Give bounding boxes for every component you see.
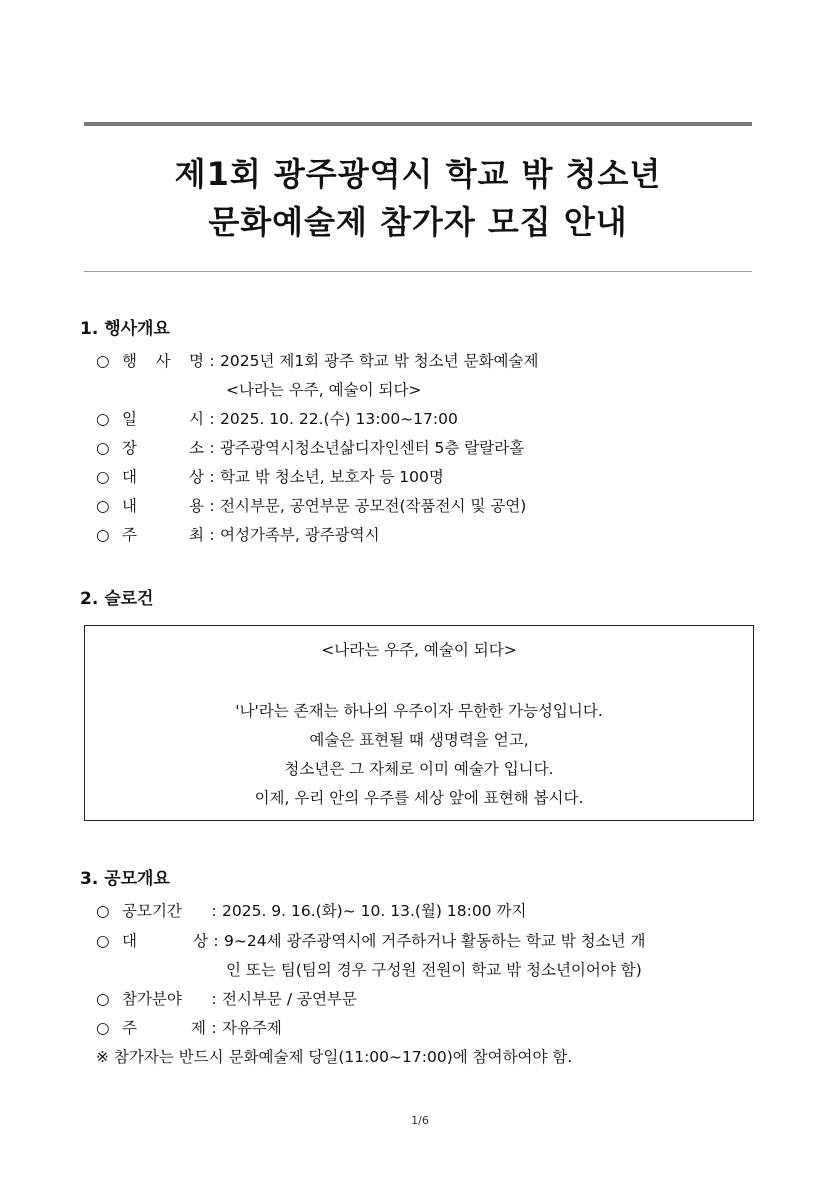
row-value: 2025. 9. 16.(화)~ 10. 13.(월) 18:00 까지: [222, 902, 527, 920]
row-value: 9~24세 광주광역시에 거주하거나 활동하는 학교 밖 청소년 개: [224, 932, 646, 950]
circle-bullet-icon: ○: [96, 439, 110, 457]
row-separator: :: [211, 990, 217, 1008]
circle-bullet-icon: ○: [96, 990, 110, 1008]
row-value: 2025년 제1회 광주 학교 밖 청소년 문화예술제: [220, 352, 539, 370]
title-divider: [84, 271, 752, 272]
content-row: [96, 494, 776, 518]
circle-bullet-icon: ○: [96, 352, 110, 370]
slogan-line-4: 이제, 우리 안의 우주를 세상 앞에 표현해 봅시다.: [254, 789, 584, 807]
row-label: 내 용: [122, 497, 204, 515]
section-2-heading: 2. 슬로건: [80, 589, 154, 609]
circle-bullet-icon: ○: [96, 410, 110, 428]
venue-row: [96, 436, 776, 460]
row-value: 전시부문, 공연부문 공모전(작품전시 및 공연): [220, 497, 527, 515]
row-value: 전시부문 / 공연부문: [222, 990, 357, 1008]
row-separator: :: [209, 468, 215, 486]
theme-row: [96, 1016, 776, 1040]
page-number: 1/6: [411, 1114, 429, 1127]
target-row: [96, 465, 776, 489]
row-label: 주 제: [122, 1019, 206, 1037]
participation-note: ※ 참가자는 반드시 문화예술제 당일(11:00~17:00)에 참여하여야 함.: [96, 1048, 573, 1066]
circle-bullet-icon: ○: [96, 1019, 110, 1037]
row-separator: :: [211, 1019, 217, 1037]
circle-bullet-icon: ○: [96, 526, 110, 544]
eligibility-row: [96, 929, 776, 953]
row-value: 자유주제: [222, 1019, 282, 1037]
circle-bullet-icon: ○: [96, 902, 110, 920]
circle-bullet-icon: ○: [96, 497, 110, 515]
host-row: [96, 523, 776, 547]
slogan-line-1: '나'라는 존재는 하나의 우주이자 무한한 가능성입니다.: [235, 702, 603, 720]
row-separator: :: [209, 497, 215, 515]
row-separator: :: [209, 439, 215, 457]
slogan-title: <나라는 우주, 예술이 되다>: [321, 641, 517, 659]
top-rule: [84, 122, 752, 126]
slogan-line-2: 예술은 표현될 때 생명력을 얻고,: [309, 731, 529, 749]
date-row: [96, 407, 776, 431]
section-3-heading: 3. 공모개요: [80, 869, 170, 889]
period-row: [96, 899, 776, 923]
eligibility-continuation: 인 또는 팀(팀의 경우 구성원 전원이 학교 밖 청소년이어야 함): [226, 961, 642, 979]
row-value: 여성가족부, 광주광역시: [220, 526, 380, 544]
row-separator: :: [209, 410, 215, 428]
row-value: 2025. 10. 22.(수) 13:00~17:00: [220, 410, 458, 428]
row-label: 장 소: [122, 439, 204, 457]
category-row: [96, 987, 776, 1011]
section-1-heading: 1. 행사개요: [80, 319, 170, 339]
row-separator: :: [211, 902, 217, 920]
row-label: 참가분야: [122, 990, 182, 1008]
row-label: 행 사 명: [122, 352, 204, 370]
row-value: 광주광역시청소년삶디자인센터 5층 랄랄라홀: [220, 439, 525, 457]
circle-bullet-icon: ○: [96, 932, 110, 950]
slogan-box: [84, 625, 754, 821]
circle-bullet-icon: ○: [96, 468, 110, 486]
document-title: [84, 150, 752, 246]
event-name-continuation: <나라는 우주, 예술이 되다>: [226, 381, 422, 399]
row-value: 학교 밖 청소년, 보호자 등 100명: [220, 468, 444, 486]
row-label: 대 상: [122, 932, 208, 950]
row-label: 대 상: [122, 468, 204, 486]
row-label: 공모기간: [122, 902, 182, 920]
row-label: 주 최: [122, 526, 204, 544]
title-line-1: 제1회 광주광역시 학교 밖 청소년: [174, 155, 662, 193]
event-name-row: [96, 349, 776, 373]
row-separator: :: [209, 352, 215, 370]
slogan-line-3: 청소년은 그 자체로 이미 예술가 입니다.: [284, 760, 554, 778]
row-separator: :: [213, 932, 219, 950]
row-label: 일 시: [122, 410, 204, 428]
row-separator: :: [209, 526, 215, 544]
title-line-2: 문화예술제 참가자 모집 안내: [208, 203, 628, 241]
